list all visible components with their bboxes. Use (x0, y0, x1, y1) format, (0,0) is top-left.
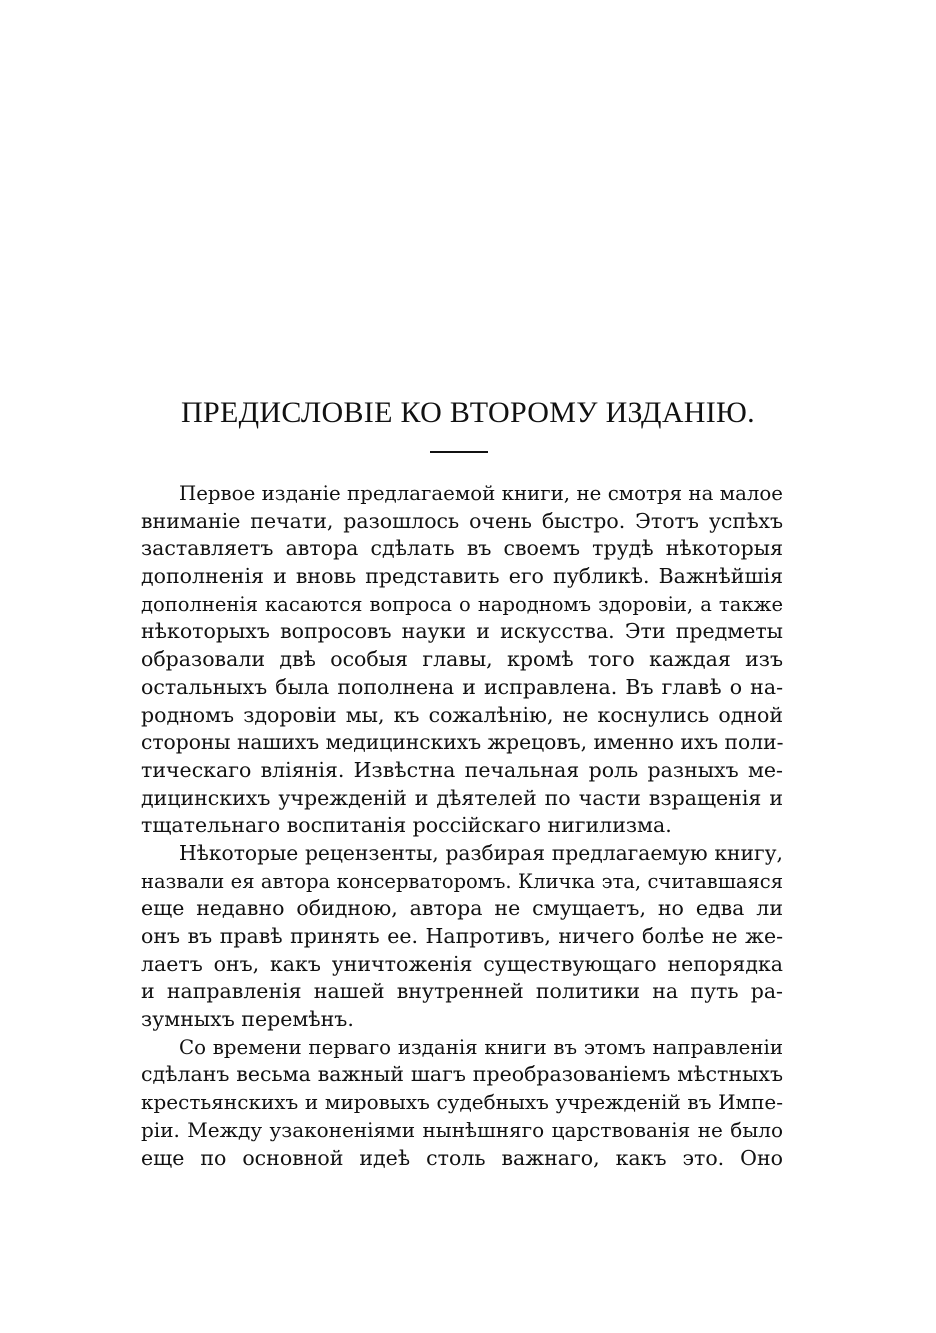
text-line: зумныхъ перемѣнъ. (141, 1007, 354, 1032)
text-line: остальныхъ была пополнена и исправлена. Въ главѣ о на- (141, 674, 783, 699)
text-line: онъ въ правѣ принять ее. Напротивъ, ничего болѣе не же- (141, 924, 783, 948)
text-line: нѣкоторыхъ вопросовъ науки и искусства. Эти предметы (141, 619, 783, 644)
text-line: тщательнаго воспитанія россійскаго нигилизма. (141, 813, 672, 838)
text-line: дополненія касаются вопроса о народномъ здоровіи, а также (141, 592, 783, 616)
text-line: сдѣланъ весьма важный шагъ преобразованіемъ мѣстныхъ (141, 1062, 783, 1087)
text-line: назвали ея автора консерваторомъ. Кличка эта, считавшаяся (141, 869, 783, 893)
text-line: Со времени перваго изданія книги въ этомъ направленіи (179, 1035, 783, 1059)
text-line: Нѣкоторые рецензенты, разбирая предлагаемую книгу, (179, 840, 783, 865)
text-line: и направленія нашей внутренней политики на путь ра- (141, 979, 783, 1004)
body-text (141, 480, 783, 1172)
text-line: стороны нашихъ медицинскихъ жрецовъ, именно ихъ поли- (141, 730, 784, 755)
text-line: лаетъ онъ, какъ уничтоженія существующаго непорядка (141, 951, 783, 976)
text-line: Первое изданіе предлагаемой книги, не смотря на малое (179, 482, 783, 505)
text-line: еще недавно обидною, автора не смущаетъ, но едва ли (141, 896, 783, 921)
text-line: тическаго вліянія. Извѣстна печальная роль разныхъ ме- (141, 757, 783, 782)
text-line: вниманіе печати, разошлось очень быстро. Этотъ успѣхъ (141, 508, 783, 533)
text-line: крестьянскихъ и мировыхъ судебныхъ учрежденій въ Импе- (141, 1090, 783, 1115)
text-line: родномъ здоровіи мы, къ сожалѣнію, не коснулись одной (141, 702, 783, 727)
text-line: дополненія и вновь представить его публикѣ. Важнѣйшія (141, 564, 783, 589)
text-line: заставляетъ автора сдѣлать въ своемъ трудѣ нѣкоторыя (141, 536, 783, 561)
preface-title: ПРЕДИСЛОВІЕ КО ВТОРОМУ ИЗДАНІЮ. (181, 396, 755, 429)
text-line: еще по основной идеѣ столь важнаго, какъ это. Оно (141, 1145, 783, 1170)
text-line: образовали двѣ особыя главы, кромѣ того каждая изъ (141, 647, 783, 672)
text-line: ріи. Между узаконеніями нынѣшняго царствованія не было (141, 1117, 783, 1142)
text-line: дицинскихъ учрежденій и дѣятелей по части взращенія и (141, 785, 783, 810)
title-divider (430, 451, 488, 453)
